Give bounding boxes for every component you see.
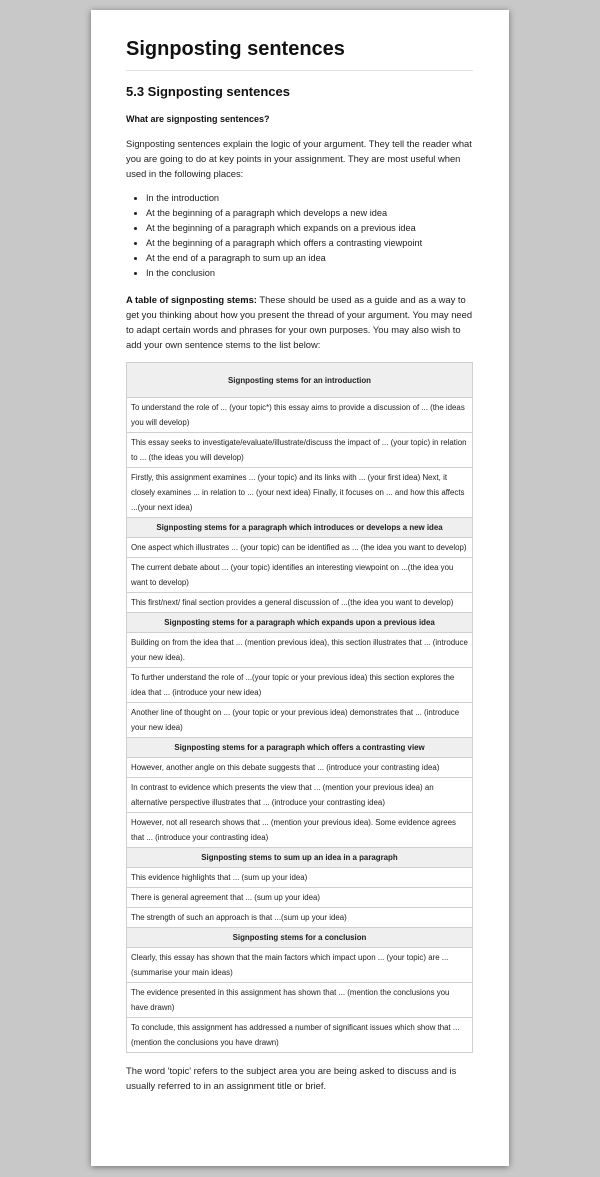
table-row <box>127 928 473 948</box>
table-row <box>127 613 473 633</box>
group-heading: Signposting stems to sum up an idea in a paragraph <box>127 848 473 868</box>
table-row <box>127 593 473 613</box>
table-row <box>127 668 473 703</box>
stem-cell: One aspect which illustrates ... (your topic) can be identified as ... (the idea you want to develop) <box>127 538 473 558</box>
group-heading: Signposting stems for a paragraph which introduces or develops a new idea <box>127 518 473 538</box>
table-row <box>127 703 473 738</box>
places-list <box>126 191 473 281</box>
stem-cell: This essay seeks to investigate/evaluate/illustrate/discuss the impact of ... (your topic) in relation to ... (the ideas you will develop) <box>127 433 473 468</box>
group-heading: Signposting stems for a paragraph which offers a contrasting view <box>127 738 473 758</box>
table-row <box>127 363 473 398</box>
stem-cell: This evidence highlights that ... (sum up your idea) <box>127 868 473 888</box>
section-title: 5.3 Signposting sentences <box>126 84 290 99</box>
list-item: • At the beginning of a paragraph which expands on a previous idea <box>146 221 473 236</box>
table-row <box>127 983 473 1018</box>
table-row <box>127 558 473 593</box>
list-item: • In the conclusion <box>146 266 473 281</box>
list-item: • In the introduction <box>146 191 473 206</box>
table-row <box>127 908 473 928</box>
table-row <box>127 778 473 813</box>
group-heading: Signposting stems for an introduction <box>127 363 473 398</box>
footer-note: The word 'topic' refers to the subject area you are being asked to discuss and is usually referred to in an assignment title or brief. <box>126 1065 457 1091</box>
stem-cell: This first/next/ final section provides a general discussion of ...(the idea you want to develop) <box>127 593 473 613</box>
table-row <box>127 948 473 983</box>
stem-cell: Building on from the idea that ... (mention previous idea), this section illustrates that ... (introduce your new idea). <box>127 633 473 668</box>
stem-cell: The strength of such an approach is that ...(sum up your idea) <box>127 908 473 928</box>
table-row <box>127 433 473 468</box>
stem-cell: However, not all research shows that ... (mention your previous idea). Some evidence agrees that ... (introduce your contrasting idea) <box>127 813 473 848</box>
stem-cell: In contrast to evidence which presents the view that ... (mention your previous idea) an alternative perspective illustrates that ... (introduce your contrasting idea) <box>127 778 473 813</box>
table-row <box>127 538 473 558</box>
stem-cell: To understand the role of ... (your topic*) this essay aims to provide a discussion of ... (the ideas you will develop) <box>127 398 473 433</box>
list-item: • At the end of a paragraph to sum up an idea <box>146 251 473 266</box>
stem-cell: To conclude, this assignment has addressed a number of significant issues which show that ... (mention the conclusions you have drawn) <box>127 1018 473 1053</box>
table-row <box>127 888 473 908</box>
table-row <box>127 1018 473 1053</box>
stem-cell: Firstly, this assignment examines ... (your topic) and its links with ... (your first idea) Next, it closely examines ... in relation to ... (your next idea) Finally, it focuses on ... and how this affects ...(your next idea) <box>127 468 473 518</box>
table-intro-paragraph <box>126 292 473 352</box>
group-heading: Signposting stems for a conclusion <box>127 928 473 948</box>
table-row <box>127 633 473 668</box>
stem-cell: To further understand the role of ...(your topic or your previous idea) this section explores the idea that ... (introduce your new idea) <box>127 668 473 703</box>
stem-cell: There is general agreement that ... (sum up your idea) <box>127 888 473 908</box>
group-heading: Signposting stems for a paragraph which expands upon a previous idea <box>127 613 473 633</box>
table-intro-text: These should be used as a guide and as a way to get you thinking about how you present the thread of your argument. You may need to adapt certain words and phrases for your own purposes. You may also wish to add your own sentence stems to the list below: <box>126 294 473 350</box>
table-row <box>127 813 473 848</box>
stem-cell: Another line of thought on ... (your topic or your previous idea) demonstrates that ... (introduce your new idea) <box>127 703 473 738</box>
list-item: • At the beginning of a paragraph which develops a new idea <box>146 206 473 221</box>
stem-cell: Clearly, this essay has shown that the main factors which impact upon ... (your topic) are ...(summarise your main ideas) <box>127 948 473 983</box>
stem-cell: However, another angle on this debate suggests that ... (introduce your contrasting idea) <box>127 758 473 778</box>
table-row <box>127 868 473 888</box>
stem-cell: The current debate about ... (your topic) identifies an interesting viewpoint on ...(the idea you want to develop) <box>127 558 473 593</box>
question-heading: What are signposting sentences? <box>126 114 270 124</box>
table-intro-label: A table of signposting stems: <box>126 294 257 305</box>
intro-paragraph: Signposting sentences explain the logic of your argument. They tell the reader what you are going to do at key points in your assignment. They are most useful when used in the following places: <box>126 138 472 179</box>
table-row <box>127 468 473 518</box>
table-row <box>127 398 473 433</box>
table-row <box>127 518 473 538</box>
table-row <box>127 758 473 778</box>
table-row <box>127 848 473 868</box>
table-row <box>127 738 473 758</box>
document-page <box>91 10 509 1166</box>
signposting-stems-table <box>126 362 473 1053</box>
list-item: • At the beginning of a paragraph which offers a contrasting viewpoint <box>146 236 473 251</box>
page-title: Signposting sentences <box>126 38 473 71</box>
stem-cell: The evidence presented in this assignment has shown that ... (mention the conclusions you have drawn) <box>127 983 473 1018</box>
